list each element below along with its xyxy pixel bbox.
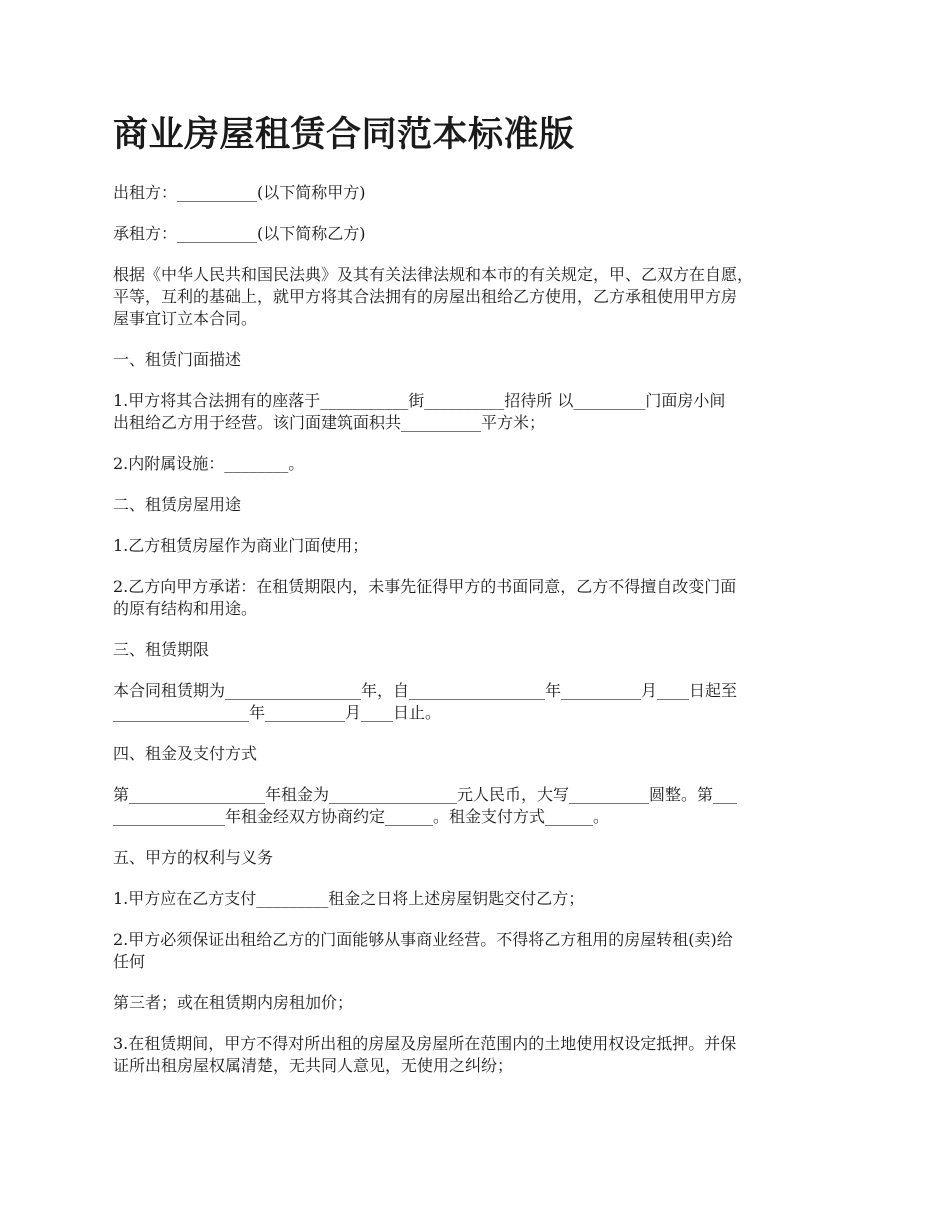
section-5-clause-2 xyxy=(113,929,843,973)
preamble-line-2: 平等，互利的基础上，就甲方将其合法拥有的房屋出租给乙方使用，乙方承租使用甲方房 xyxy=(113,287,738,306)
section-5-clause-2-continued: 第三者；或在租赁期内房租加价； xyxy=(113,993,354,1012)
section-4-clause-1 xyxy=(113,784,843,828)
lessor-line: 出租方：__________(以下简称甲方) xyxy=(113,183,366,202)
clause-line: ______________年租金经双方协商约定______。租金支付方式______。 xyxy=(113,807,610,826)
preamble-line-1: 根据《中华人民共和国民法典》及其有关法律法规和本市的有关规定，甲、乙双方在自愿， xyxy=(113,265,754,284)
preamble-paragraph xyxy=(113,264,843,330)
clause-line: 3.在租赁期间，甲方不得对所出租的房屋及房屋所在范围内的土地使用权设定抵押。并保 xyxy=(113,1034,737,1053)
clause-line: 第_________________年租金为________________元人民币，大写__________圆整。第___ xyxy=(113,785,738,804)
section-2-clause-2 xyxy=(113,576,843,620)
clause-line: 的原有结构和用途。 xyxy=(113,599,258,618)
contract-page xyxy=(113,110,843,1096)
section-5-clause-3 xyxy=(113,1033,843,1077)
clause-line: _________________年__________月____日止。 xyxy=(113,703,442,722)
section-3-heading: 三、租赁期限 xyxy=(113,640,210,659)
clause-line: 2.甲方必须保证出租给乙方的门面能够从事商业经营。不得将乙方租用的房屋转租(卖)给 xyxy=(113,930,733,949)
section-4-heading: 四、租金及支付方式 xyxy=(113,744,258,763)
clause-line: 2.乙方向甲方承诺：在租赁期限内，未事先征得甲方的书面同意，乙方不得擅自改变门面 xyxy=(113,577,737,596)
section-2-clause-1: 1.乙方租赁房屋作为商业门面使用； xyxy=(113,536,369,555)
clause-line: 证所出租房屋权属清楚，无共同人意见，无使用之纠纷； xyxy=(113,1056,514,1075)
section-2-heading: 二、租赁房屋用途 xyxy=(113,495,242,514)
clause-line: 1.甲方将其合法拥有的座落于___________街__________招待所 以_________门面房小间 xyxy=(113,391,726,410)
clause-line: 任何 xyxy=(113,952,146,971)
section-3-clause-1 xyxy=(113,680,843,724)
clause-line: 出租给乙方用于经营。该门面建筑面积共__________平方米； xyxy=(113,413,546,432)
preamble-line-3: 屋事宜订立本合同。 xyxy=(113,309,258,328)
clause-line: 本合同租赁期为_________________年，自_________________年__________月____日起至 xyxy=(113,681,738,700)
section-1-clause-2: 2.内附属设施：________。 xyxy=(113,454,305,473)
lessee-line: 承租方：__________(以下简称乙方) xyxy=(113,224,366,243)
section-1-clause-1 xyxy=(113,390,843,434)
section-5-clause-1: 1.甲方应在乙方支付_________租金之日将上述房屋钥匙交付乙方； xyxy=(113,889,585,908)
section-1-heading: 一、租赁门面描述 xyxy=(113,350,242,369)
section-5-heading: 五、甲方的权利与义务 xyxy=(113,848,274,867)
page-title: 商业房屋租赁合同范本标准版 xyxy=(113,115,575,155)
